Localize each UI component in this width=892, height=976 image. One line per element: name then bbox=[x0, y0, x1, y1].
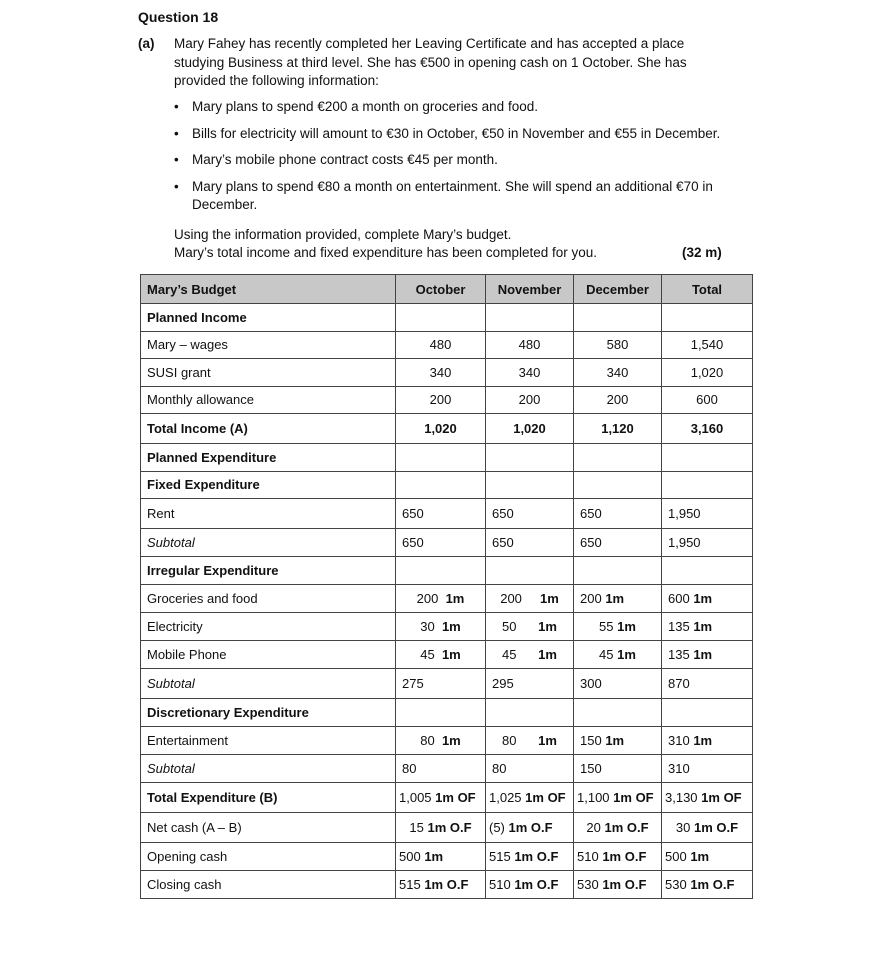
mark-note: 1m bbox=[617, 647, 636, 662]
row-label: Subtotal bbox=[141, 669, 396, 699]
cell-value: 295 bbox=[486, 669, 574, 699]
amount: 30 bbox=[420, 619, 435, 634]
amount: 135 bbox=[668, 647, 690, 662]
cell-value: 80 bbox=[486, 755, 574, 783]
amount: 150 bbox=[580, 733, 602, 748]
row-label: Net cash (A – B) bbox=[141, 813, 396, 843]
instruction-text: Using the information provided, complete Mary’s budget. bbox=[174, 227, 512, 242]
section-heading: Planned Income bbox=[141, 304, 396, 332]
section-row bbox=[141, 699, 753, 727]
amount: 80 bbox=[420, 733, 435, 748]
subtotal-row bbox=[141, 755, 753, 783]
mark-note: 1m bbox=[693, 647, 713, 662]
cell-value: 340 bbox=[396, 359, 486, 387]
cell-value bbox=[486, 843, 574, 871]
mark-note: 1m bbox=[693, 591, 713, 606]
cell-value: 3,160 bbox=[662, 414, 753, 444]
bullet-icon: • bbox=[174, 152, 179, 167]
cell-value bbox=[396, 783, 486, 813]
cell-value bbox=[662, 871, 753, 899]
row-label: Monthly allowance bbox=[141, 386, 396, 414]
mark-note: 1m bbox=[441, 619, 461, 634]
table-row bbox=[141, 727, 753, 755]
amount: 55 bbox=[599, 619, 614, 634]
mark-note: 1m O.F bbox=[508, 820, 553, 835]
mark-note: 1m bbox=[617, 619, 636, 634]
cell-value: 650 bbox=[486, 499, 574, 529]
amount: 530 bbox=[577, 877, 599, 892]
cell-value: 1,020 bbox=[486, 414, 574, 444]
row-label: Entertainment bbox=[141, 727, 396, 755]
cell-value bbox=[574, 585, 662, 613]
amount: 500 bbox=[399, 849, 421, 864]
mark-note: 1m O.F bbox=[427, 820, 472, 835]
column-header: December bbox=[574, 275, 662, 304]
cell-value bbox=[662, 727, 753, 755]
column-header: Total bbox=[662, 275, 753, 304]
mark-note: 1m bbox=[538, 733, 557, 748]
row-label: Mary – wages bbox=[141, 331, 396, 359]
bullet-icon: • bbox=[174, 178, 179, 194]
amount: 45 bbox=[502, 647, 517, 662]
question-title: Question 18 bbox=[138, 9, 219, 25]
amount: 515 bbox=[399, 877, 421, 892]
info-text: Mary’s mobile phone contract costs €45 per month. bbox=[192, 152, 498, 167]
mark-note: 1m O.F bbox=[602, 877, 647, 892]
amount: 50 bbox=[502, 619, 517, 634]
table-row bbox=[141, 359, 753, 387]
table-row bbox=[141, 331, 753, 359]
cell-value: 650 bbox=[396, 529, 486, 557]
column-header: October bbox=[396, 275, 486, 304]
section-heading: Fixed Expenditure bbox=[141, 471, 396, 499]
cell-value: 1,120 bbox=[574, 414, 662, 444]
cell-value: 300 bbox=[574, 669, 662, 699]
cell-value bbox=[574, 813, 662, 843]
instruction-text: Mary’s total income and fixed expenditure has been completed for you. bbox=[174, 245, 597, 260]
mark-note: 1m bbox=[424, 849, 444, 864]
mark-note: 1m OF bbox=[435, 790, 476, 805]
cell-value: 150 bbox=[574, 755, 662, 783]
amount: 135 bbox=[668, 619, 690, 634]
info-item bbox=[174, 178, 764, 215]
cell-value bbox=[574, 871, 662, 899]
section-row bbox=[141, 304, 753, 332]
mark-note: 1m bbox=[690, 849, 710, 864]
cell-value: 650 bbox=[396, 499, 486, 529]
section-row bbox=[141, 471, 753, 499]
section-row bbox=[141, 557, 753, 585]
row-label: Subtotal bbox=[141, 755, 396, 783]
bullet-icon: • bbox=[174, 125, 179, 141]
cell-value bbox=[662, 813, 753, 843]
cell-value bbox=[574, 843, 662, 871]
cell-value: 200 bbox=[486, 386, 574, 414]
bullet-icon: • bbox=[174, 99, 179, 114]
column-header: Mary’s Budget bbox=[141, 275, 396, 304]
cell-value bbox=[396, 871, 486, 899]
table-row bbox=[141, 641, 753, 669]
cell-value: 80 bbox=[396, 755, 486, 783]
cell-value: 870 bbox=[662, 669, 753, 699]
info-text: Bills for electricity will amount to €30 in October, €50 in November and €55 in December. bbox=[192, 125, 721, 141]
cell-value: 650 bbox=[574, 499, 662, 529]
row-label: Subtotal bbox=[141, 529, 396, 557]
row-label: Opening cash bbox=[141, 843, 396, 871]
mark-note: 1m OF bbox=[701, 790, 742, 805]
cell-value bbox=[396, 613, 486, 641]
mark-note: 1m bbox=[538, 619, 557, 634]
amount: 1,100 bbox=[577, 790, 610, 805]
table-row bbox=[141, 499, 753, 529]
info-list bbox=[174, 98, 764, 223]
section-row bbox=[141, 444, 753, 472]
cell-value bbox=[662, 585, 753, 613]
row-label: Total Income (A) bbox=[141, 414, 396, 444]
amount: 45 bbox=[599, 647, 614, 662]
table-row bbox=[141, 386, 753, 414]
mark-note: 1m O.F bbox=[424, 877, 469, 892]
amount: (5) bbox=[489, 820, 505, 835]
table-row bbox=[141, 613, 753, 641]
section-heading: Irregular Expenditure bbox=[141, 557, 396, 585]
cell-value: 340 bbox=[574, 359, 662, 387]
table-row bbox=[141, 585, 753, 613]
mark-note: 1m bbox=[441, 733, 461, 748]
cell-value bbox=[396, 813, 486, 843]
info-text: Mary plans to spend €200 a month on groceries and food. bbox=[192, 99, 538, 114]
amount: 500 bbox=[665, 849, 687, 864]
mark-note: 1m OF bbox=[525, 790, 566, 805]
cell-value bbox=[486, 585, 574, 613]
row-label: Electricity bbox=[141, 613, 396, 641]
part-label: (a) bbox=[138, 36, 155, 51]
cell-value bbox=[662, 613, 753, 641]
cell-value: 200 bbox=[574, 386, 662, 414]
mark-note: 1m OF bbox=[613, 790, 654, 805]
mark-note: 1m bbox=[445, 591, 465, 606]
amount: 200 bbox=[416, 591, 439, 606]
cell-value bbox=[486, 641, 574, 669]
mark-note: 1m bbox=[605, 591, 625, 606]
cell-value: 340 bbox=[486, 359, 574, 387]
mark-note: 1m bbox=[693, 619, 713, 634]
amount: 30 bbox=[675, 820, 691, 835]
amount: 20 bbox=[586, 820, 601, 835]
mark-note: 1m O.F bbox=[514, 877, 559, 892]
section-heading: Discretionary Expenditure bbox=[141, 699, 396, 727]
mark-note: 1m bbox=[441, 647, 461, 662]
amount: 310 bbox=[668, 733, 690, 748]
cell-value bbox=[574, 641, 662, 669]
row-label: Groceries and food bbox=[141, 585, 396, 613]
cell-value: 600 bbox=[662, 386, 753, 414]
info-text: Mary plans to spend €80 a month on entertainment. She will spend an additional €70 in December. bbox=[192, 178, 713, 212]
cell-value: 480 bbox=[396, 331, 486, 359]
intro-paragraph: Mary Fahey has recently completed her Leaving Certificate and has accepted a place studying Business at third level. She has €500 in opening cash on 1 October. She has provided the following information: bbox=[174, 36, 687, 88]
total-row bbox=[141, 414, 753, 444]
mark-note: 1m O.F bbox=[514, 849, 559, 864]
table-header-row bbox=[141, 275, 753, 304]
info-item bbox=[174, 98, 764, 117]
cell-value bbox=[486, 727, 574, 755]
info-item bbox=[174, 125, 764, 144]
cell-value: 480 bbox=[486, 331, 574, 359]
info-item bbox=[174, 151, 764, 170]
amount: 530 bbox=[665, 877, 687, 892]
cell-value bbox=[396, 727, 486, 755]
mark-note: 1m bbox=[538, 647, 557, 662]
subtotal-row bbox=[141, 669, 753, 699]
budget-table bbox=[140, 274, 753, 899]
row-label: Closing cash bbox=[141, 871, 396, 899]
cell-value: 1,020 bbox=[396, 414, 486, 444]
cell-value: 650 bbox=[574, 529, 662, 557]
cell-value bbox=[396, 585, 486, 613]
mark-note: 1m bbox=[693, 733, 713, 748]
cell-value bbox=[486, 813, 574, 843]
amount: 15 bbox=[409, 820, 424, 835]
cell-value: 650 bbox=[486, 529, 574, 557]
amount: 510 bbox=[489, 877, 511, 892]
amount: 1,025 bbox=[489, 790, 522, 805]
cell-value bbox=[574, 783, 662, 813]
cell-value: 1,020 bbox=[662, 359, 753, 387]
cell-value bbox=[396, 641, 486, 669]
column-header: November bbox=[486, 275, 574, 304]
cell-value bbox=[574, 613, 662, 641]
cell-value: 310 bbox=[662, 755, 753, 783]
amount: 510 bbox=[577, 849, 599, 864]
mark-note: 1m O.F bbox=[690, 877, 735, 892]
marks-label: (32 m) bbox=[682, 245, 722, 260]
total-row bbox=[141, 783, 753, 813]
cell-value bbox=[486, 613, 574, 641]
amount: 200 bbox=[500, 591, 522, 606]
amount: 600 bbox=[668, 591, 690, 606]
amount: 1,005 bbox=[399, 790, 432, 805]
table-row bbox=[141, 813, 753, 843]
cell-value: 580 bbox=[574, 331, 662, 359]
table-row bbox=[141, 871, 753, 899]
row-label: SUSI grant bbox=[141, 359, 396, 387]
cell-value bbox=[574, 727, 662, 755]
cell-value bbox=[396, 843, 486, 871]
row-label: Total Expenditure (B) bbox=[141, 783, 396, 813]
cell-value bbox=[662, 783, 753, 813]
amount: 45 bbox=[420, 647, 435, 662]
section-heading: Planned Expenditure bbox=[141, 444, 396, 472]
cell-value bbox=[662, 641, 753, 669]
mark-note: 1m O.F bbox=[602, 849, 647, 864]
amount: 80 bbox=[502, 733, 517, 748]
cell-value: 1,540 bbox=[662, 331, 753, 359]
row-label: Rent bbox=[141, 499, 396, 529]
cell-value: 1,950 bbox=[662, 529, 753, 557]
mark-note: 1m bbox=[605, 733, 625, 748]
mark-note: 1m bbox=[539, 591, 559, 606]
cell-value bbox=[486, 783, 574, 813]
row-label: Mobile Phone bbox=[141, 641, 396, 669]
cell-value bbox=[662, 843, 753, 871]
subtotal-row bbox=[141, 529, 753, 557]
amount: 3,130 bbox=[665, 790, 698, 805]
amount: 515 bbox=[489, 849, 511, 864]
mark-note: 1m O.F bbox=[604, 820, 649, 835]
cell-value: 200 bbox=[396, 386, 486, 414]
table-row bbox=[141, 843, 753, 871]
mark-note: 1m O.F bbox=[694, 820, 739, 835]
cell-value: 1,950 bbox=[662, 499, 753, 529]
cell-value: 275 bbox=[396, 669, 486, 699]
amount: 200 bbox=[580, 591, 602, 606]
cell-value bbox=[486, 871, 574, 899]
